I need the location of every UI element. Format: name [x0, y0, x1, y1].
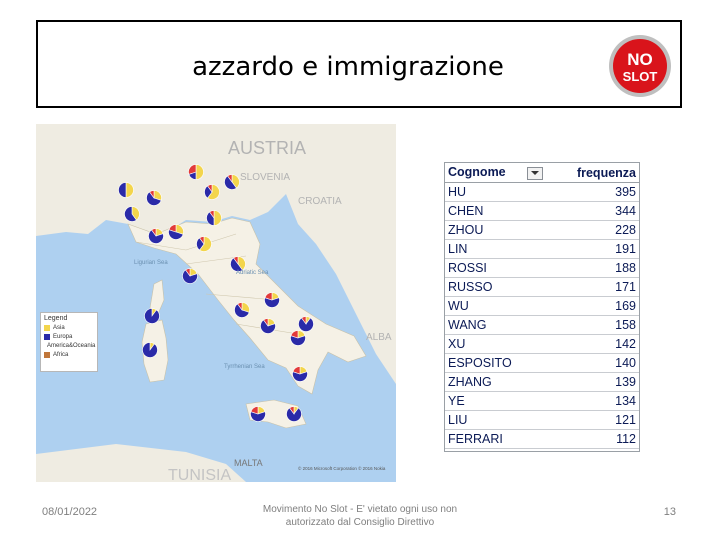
cell-frequency: 344	[563, 202, 639, 221]
cell-frequency: 121	[563, 411, 639, 430]
cell-frequency: 134	[563, 392, 639, 411]
cell-surname: HU	[445, 183, 563, 202]
legend-swatch-europa	[44, 334, 50, 340]
cell-surname: ESPOSITO	[445, 354, 563, 373]
pie-slice	[145, 309, 160, 324]
pie-marker	[265, 293, 280, 308]
cell-frequency: 169	[563, 297, 639, 316]
pie-marker	[143, 343, 158, 358]
label-tyrrhenian: Tyrrhenian Sea	[224, 364, 265, 370]
legend-item-asia	[44, 325, 94, 331]
label-albania: ALBA	[366, 332, 392, 343]
cell-surname: LIU	[445, 411, 563, 430]
table-row	[445, 430, 639, 449]
map-copyright: © 2016 Microsoft Corporation © 2016 Nokia	[298, 466, 386, 471]
legend-swatch-africa	[44, 352, 50, 358]
cell-frequency: 395	[563, 183, 639, 202]
title-box	[36, 20, 682, 108]
pie-marker	[261, 319, 276, 334]
pie-marker	[251, 407, 266, 422]
table-row	[445, 354, 639, 373]
cell-surname: WANG	[445, 316, 563, 335]
pie-marker	[149, 229, 164, 244]
legend-label-europa: Europa	[53, 334, 73, 340]
label-malta: MALTA	[234, 458, 263, 468]
label-ligurian: Ligurian Sea	[134, 260, 168, 266]
cell-frequency: 158	[563, 316, 639, 335]
pie-marker	[124, 207, 139, 222]
pie-marker	[299, 317, 314, 332]
surname-frequency-table	[444, 162, 640, 452]
table-row	[445, 411, 639, 430]
filter-dropdown-icon[interactable]	[527, 167, 543, 180]
pie-marker	[189, 165, 204, 180]
cell-surname: ZHOU	[445, 221, 563, 240]
cell-frequency: 139	[563, 373, 639, 392]
table-row	[445, 316, 639, 335]
header-surname	[445, 163, 563, 183]
cell-frequency: 140	[563, 354, 639, 373]
footer-note-line1: Movimento No Slot - E' vietato ogni uso non	[262, 504, 458, 515]
pie-marker	[225, 175, 240, 190]
logo-text-slot: SLOT	[622, 69, 658, 84]
table-row	[445, 373, 639, 392]
legend-label-africa: Africa	[53, 352, 69, 358]
pie-marker	[287, 407, 302, 422]
table-row	[445, 392, 639, 411]
logo-text-no: NO	[627, 50, 653, 69]
pie-slice	[143, 343, 158, 358]
table-header-row	[445, 163, 639, 183]
cell-surname: FERRARI	[445, 430, 563, 449]
footer-date: 08/01/2022	[42, 506, 98, 518]
table-row	[445, 278, 639, 297]
table-row	[445, 240, 639, 259]
header-surname-label: Cognome	[448, 165, 506, 180]
cell-surname: XU	[445, 335, 563, 354]
legend-item-america	[44, 343, 94, 349]
table-row	[445, 259, 639, 278]
table-body	[445, 183, 639, 449]
label-austria: AUSTRIA	[228, 138, 307, 158]
table-row	[445, 221, 639, 240]
legend-label-asia: Asia	[53, 325, 65, 331]
legend-swatch-asia	[44, 325, 50, 331]
cell-frequency: 142	[563, 335, 639, 354]
map-canvas	[36, 124, 396, 482]
cell-surname: LIN	[445, 240, 563, 259]
label-adriatic: Adriatic Sea	[236, 270, 269, 276]
pie-marker	[291, 331, 306, 346]
pie-marker	[235, 303, 250, 318]
header-frequency: frequenza	[563, 163, 639, 183]
italy-map	[36, 124, 396, 482]
cell-frequency: 188	[563, 259, 639, 278]
cell-frequency: 171	[563, 278, 639, 297]
cell-surname: ROSSI	[445, 259, 563, 278]
legend-title: Legend	[44, 315, 68, 322]
cell-surname: WU	[445, 297, 563, 316]
pie-marker	[145, 309, 160, 324]
cell-surname: CHEN	[445, 202, 563, 221]
label-croatia: CROATIA	[298, 196, 342, 207]
pie-marker	[119, 183, 134, 198]
page-number: 13	[663, 506, 676, 518]
frequency-table	[445, 163, 639, 449]
table-row	[445, 202, 639, 221]
label-tunisia: TUNISIA	[168, 467, 232, 482]
cell-surname: ZHANG	[445, 373, 563, 392]
map-legend	[40, 312, 98, 372]
no-slot-logo	[608, 34, 672, 98]
label-slovenia: SLOVENIA	[240, 172, 291, 183]
legend-item-europa	[44, 334, 94, 340]
pie-marker	[183, 269, 198, 284]
pie-marker	[169, 225, 184, 240]
pie-marker	[197, 237, 212, 252]
cell-surname: RUSSO	[445, 278, 563, 297]
legend-item-africa	[44, 352, 94, 358]
footer-note-line2: autorizzato dal Consiglio Direttivo	[285, 517, 435, 528]
table-row	[445, 297, 639, 316]
cell-frequency: 112	[563, 430, 639, 449]
cell-surname: YE	[445, 392, 563, 411]
pie-marker	[293, 367, 308, 382]
legend-label-america: America&Oceania	[47, 343, 96, 349]
cell-frequency: 191	[563, 240, 639, 259]
pie-marker	[205, 185, 220, 200]
slide-title: azzardo e immigrazione	[192, 52, 504, 82]
footer-note	[240, 503, 480, 529]
table-row	[445, 335, 639, 354]
cell-frequency: 228	[563, 221, 639, 240]
table-row	[445, 183, 639, 202]
pie-marker	[147, 191, 162, 206]
pie-marker	[207, 211, 222, 226]
